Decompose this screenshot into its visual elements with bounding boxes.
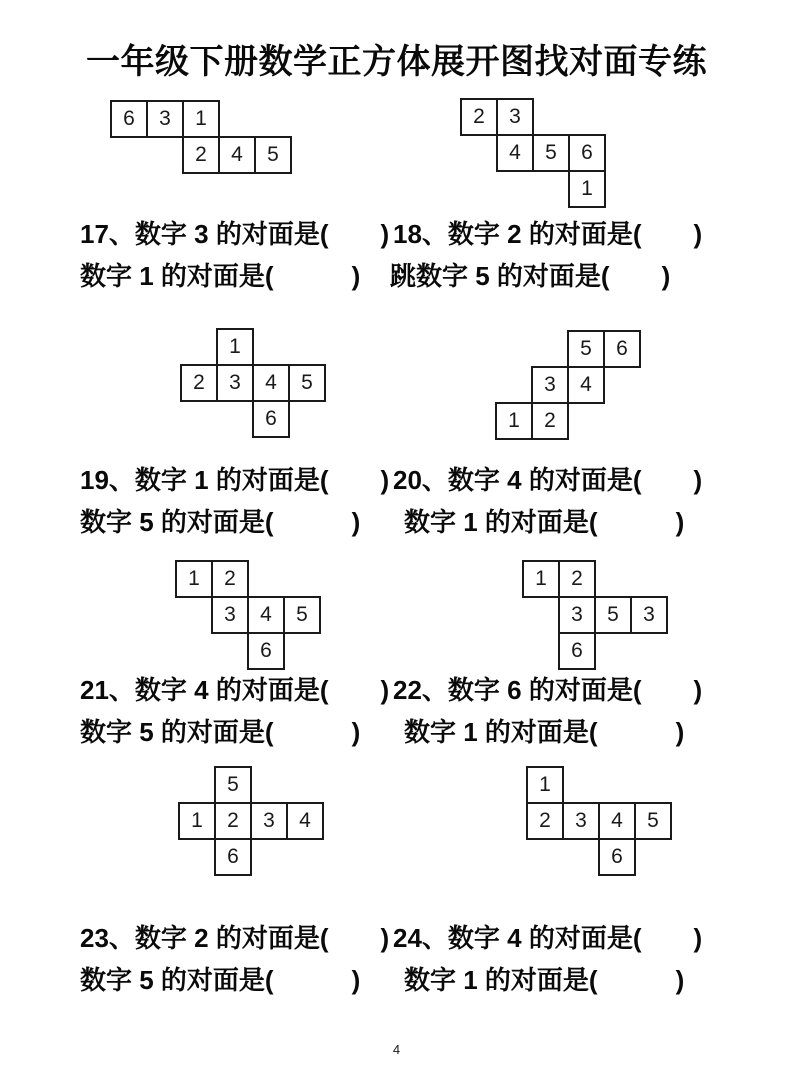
net-cell: 4 [252,364,290,402]
question-18-line-2: 跳数字 5 的对面是( ) [390,261,671,291]
net-cell: 1 [175,560,213,598]
net-cell: 3 [630,596,668,634]
net-cell: 3 [562,802,600,840]
question-20-line-1: 20、数字 4 的对面是( ) [393,465,703,495]
question-23-line-1: 23、数字 2 的对面是( ) [80,923,390,953]
question-23-line-2: 数字 5 的对面是( ) [80,965,361,995]
net-cell: 2 [180,364,218,402]
question-20-line-2: 数字 1 的对面是( ) [404,507,685,537]
question-19-line-1: 19、数字 1 的对面是( ) [80,465,390,495]
net-cell: 3 [250,802,288,840]
net-cell: 1 [216,328,254,366]
net-cell: 3 [211,596,249,634]
net-cell: 5 [283,596,321,634]
question-17-line-1: 17、数字 3 的对面是( ) [80,219,390,249]
net-cell: 5 [288,364,326,402]
net-cell: 1 [526,766,564,804]
net-cell: 1 [495,402,533,440]
question-18-line-1: 18、数字 2 的对面是( ) [393,219,703,249]
net-cell: 5 [594,596,632,634]
question-24-line-1: 24、数字 4 的对面是( ) [393,923,703,953]
net-cell: 2 [182,136,220,174]
net-cell: 3 [558,596,596,634]
net-cell: 4 [496,134,534,172]
net-cell: 5 [254,136,292,174]
question-22-line-1: 22、数字 6 的对面是( ) [393,675,703,705]
net-cell: 1 [568,170,606,208]
question-19-line-2: 数字 5 的对面是( ) [80,507,361,537]
net-cell: 5 [567,330,605,368]
net-cell: 2 [211,560,249,598]
net-cell: 6 [214,838,252,876]
net-cell: 3 [531,366,569,404]
net-cell: 2 [531,402,569,440]
net-cell: 5 [532,134,570,172]
net-cell: 1 [182,100,220,138]
net-cell: 6 [558,632,596,670]
page-number: 4 [392,1042,401,1057]
net-cell: 1 [178,802,216,840]
net-cell: 2 [460,98,498,136]
net-cell: 1 [522,560,560,598]
net-cell: 5 [214,766,252,804]
net-cell: 2 [558,560,596,598]
net-cell: 6 [568,134,606,172]
question-22-line-2: 数字 1 的对面是( ) [404,717,685,747]
net-cell: 4 [247,596,285,634]
net-cell: 5 [634,802,672,840]
net-cell: 6 [247,632,285,670]
net-cell: 4 [218,136,256,174]
question-24-line-2: 数字 1 的对面是( ) [404,965,685,995]
net-cell: 2 [214,802,252,840]
question-21-line-2: 数字 5 的对面是( ) [80,717,361,747]
net-cell: 2 [526,802,564,840]
net-cell: 3 [216,364,254,402]
question-17-line-2: 数字 1 的对面是( ) [80,261,361,291]
question-21-line-1: 21、数字 4 的对面是( ) [80,675,390,705]
page-title: 一年级下册数学正方体展开图找对面专练 [86,43,707,81]
net-cell: 4 [567,366,605,404]
net-cell: 4 [286,802,324,840]
net-cell: 3 [496,98,534,136]
net-cell: 6 [110,100,148,138]
net-cell: 3 [146,100,184,138]
net-cell: 6 [252,400,290,438]
net-cell: 6 [598,838,636,876]
net-cell: 4 [598,802,636,840]
net-cell: 6 [603,330,641,368]
